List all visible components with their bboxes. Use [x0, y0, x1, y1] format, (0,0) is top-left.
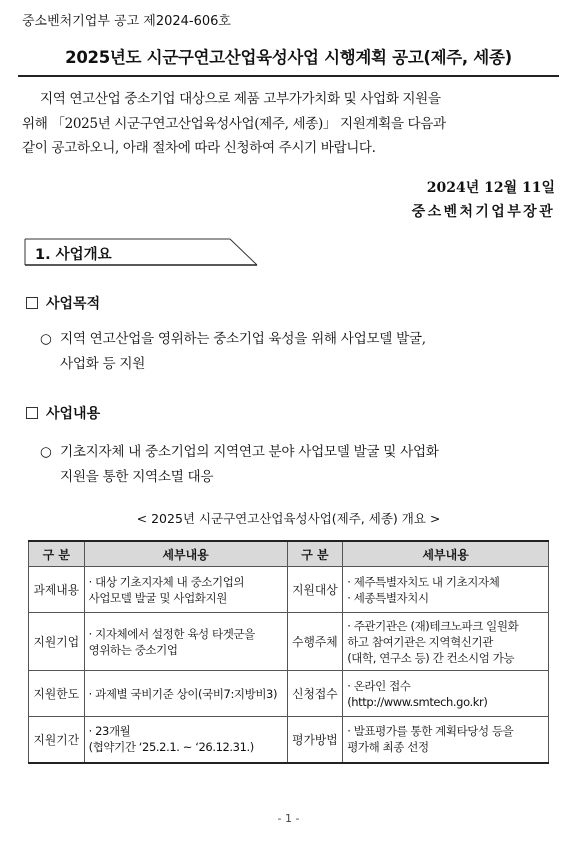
detail-line: · 주관기관은 (재)테크노파크 일원화	[347, 618, 519, 633]
detail-cell	[343, 671, 549, 717]
detail-line: (협약기간 ‘25.2.1. ~ ‘26.12.31.)	[88, 740, 254, 755]
table-row	[29, 671, 549, 717]
purpose-line: 사업화 등 지원	[60, 355, 146, 372]
category-cell: 평가방법	[287, 717, 343, 763]
intro-paragraph	[22, 87, 554, 161]
table-row	[29, 567, 549, 613]
circle-bullet-icon: ○	[40, 444, 52, 460]
section-heading	[24, 238, 258, 266]
intro-line: 같이 공고하오니, 아래 절차에 따라 신청하여 주시기 바랍니다.	[22, 140, 376, 156]
table-header-cell: 구 분	[287, 541, 343, 567]
category-cell: 지원대상	[287, 567, 343, 613]
detail-line: 사업모델 발굴 및 사업화지원	[88, 590, 227, 605]
table-header-cell: 구 분	[29, 541, 85, 567]
content-bullet	[40, 440, 552, 489]
purpose-line: 지역 연고산업을 영위하는 중소기업 육성을 위해 사업모델 발굴,	[60, 331, 426, 347]
detail-cell	[84, 717, 287, 763]
detail-line: · 발표평가를 통한 계획타당성 등을	[347, 724, 514, 739]
content-line: 기초지자체 내 중소기업의 지역연고 분야 사업모델 발굴 및 사업화	[60, 444, 439, 460]
content-heading	[26, 403, 100, 423]
detail-cell	[343, 567, 549, 613]
table-row	[29, 613, 549, 671]
detail-cell	[343, 613, 549, 671]
table-header-cell: 세부내용	[84, 541, 287, 567]
overview-table	[28, 540, 549, 764]
document-title: 2025년도 시군구연고산업육성사업 시행계획 공고(제주, 세종)	[65, 48, 512, 67]
circle-bullet-icon: ○	[40, 331, 52, 347]
intro-line: 지역 연고산업 중소기업 대상으로 제품 고부가가치화 및 사업화 지원을	[40, 91, 441, 107]
purpose-heading-text: 사업목적	[46, 296, 101, 312]
detail-line: 평가해 최종 선정	[347, 740, 429, 755]
table-header-cell: 세부내용	[343, 541, 549, 567]
content-line: 지원을 통한 지역소멸 대응	[60, 468, 214, 485]
notice-date: 2024년 12월 11일	[426, 180, 555, 196]
detail-cell	[343, 717, 549, 763]
purpose-bullet	[40, 327, 552, 376]
issuing-organization: 중소벤처기업부장관	[411, 204, 555, 220]
detail-line: · 대상 기초지자체 내 중소기업의	[88, 574, 245, 589]
detail-line: 영위하는 중소기업	[88, 642, 178, 657]
category-cell: 지원기간	[29, 717, 85, 763]
category-cell: 수행주체	[287, 613, 343, 671]
intro-line: 위해 「2025년 시군구연고산업육성사업(제주, 세종)」 지원계획을 다음과	[22, 115, 446, 132]
table-row	[29, 717, 549, 763]
detail-line: · 온라인 접수	[347, 678, 411, 693]
square-bullet-icon	[26, 297, 38, 309]
detail-line: (http://www.smtech.go.kr)	[347, 694, 488, 709]
detail-line: 하고 참여기관은 지역혁신기관	[347, 634, 493, 649]
square-bullet-icon	[26, 407, 38, 419]
table-header-row	[29, 541, 549, 567]
table-caption: < 2025년 시군구연고산업육성사업(제주, 세종) 개요 >	[136, 511, 441, 526]
detail-line: · 23개월	[88, 724, 131, 739]
title-underline	[18, 75, 559, 77]
category-cell: 지원기업	[29, 613, 85, 671]
category-cell: 과제내용	[29, 567, 85, 613]
detail-cell	[84, 567, 287, 613]
detail-line: · 세종특별자치시	[347, 590, 429, 605]
category-cell: 지원한도	[29, 671, 85, 717]
notice-number: 중소벤처기업부 공고 제2024-606호	[22, 14, 231, 29]
detail-line: · 지자체에서 설정한 육성 타겟군을	[88, 626, 255, 641]
section-title: 1. 사업개요	[35, 247, 112, 263]
detail-cell	[84, 671, 287, 717]
detail-cell	[84, 613, 287, 671]
detail-line: (대학, 연구소 등) 간 컨소시엄 가능	[347, 650, 515, 665]
detail-line: · 과제별 국비기준 상이(국비7:지방비3)	[88, 686, 278, 701]
page-number: - 1 -	[277, 812, 300, 825]
category-cell: 신청접수	[287, 671, 343, 717]
purpose-heading	[26, 293, 100, 313]
detail-line: · 제주특별자치도 내 기초지자체	[347, 574, 500, 589]
content-heading-text: 사업내용	[46, 406, 101, 422]
